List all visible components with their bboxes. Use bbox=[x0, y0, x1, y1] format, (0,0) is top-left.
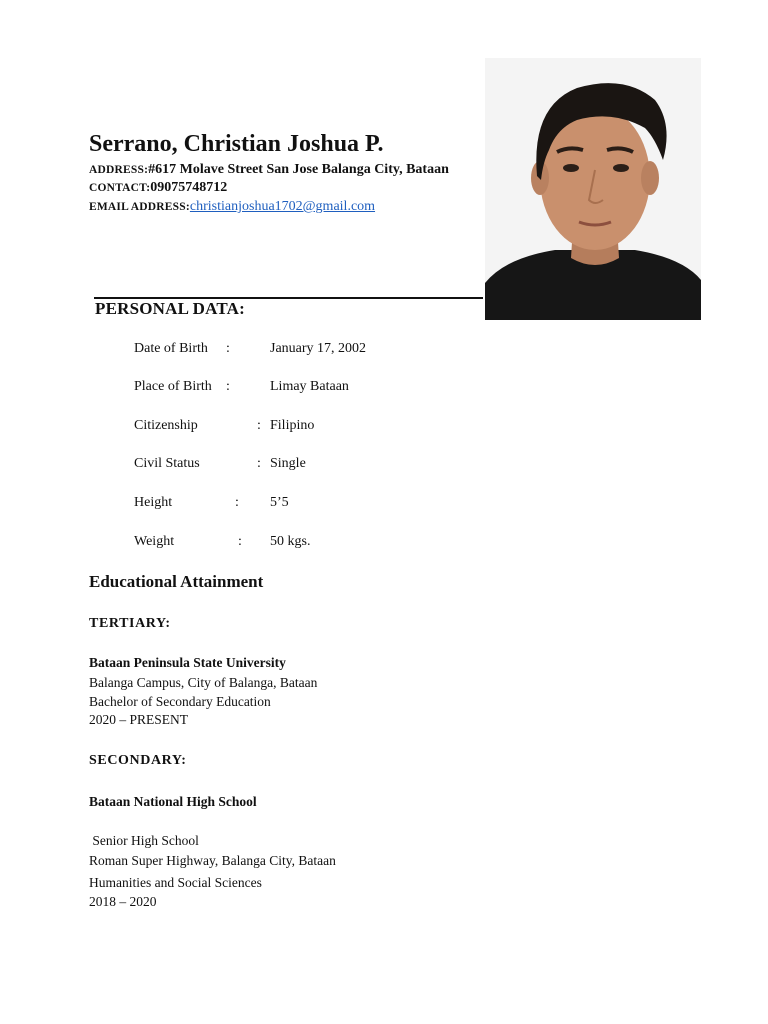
tertiary-detail: Bachelor of Secondary Education bbox=[89, 694, 271, 709]
education-heading: Educational Attainment bbox=[89, 572, 264, 591]
email-link[interactable]: christianjoshua1702@gmail.com bbox=[189, 199, 376, 214]
tertiary-heading: TERTIARY: bbox=[89, 616, 171, 631]
contact-line bbox=[89, 180, 227, 196]
applicant-name: Serrano, Christian Joshua P. bbox=[89, 131, 384, 157]
personal-row-colon: : bbox=[226, 341, 230, 356]
personal-row-label: Weight bbox=[134, 534, 175, 549]
personal-row-value: Limay Bataan bbox=[270, 379, 349, 394]
secondary-detail: Senior High School bbox=[89, 833, 199, 848]
personal-row-label: Place of Birth bbox=[134, 379, 212, 394]
profile-photo bbox=[485, 58, 701, 320]
personal-row-label: Civil Status bbox=[134, 456, 200, 471]
email-label: EMAIL ADDRESS: bbox=[89, 201, 190, 213]
personal-row-label: Citizenship bbox=[134, 418, 198, 433]
personal-row-label: Height bbox=[134, 495, 173, 510]
secondary-heading: SECONDARY: bbox=[89, 753, 187, 768]
profile-photo-icon bbox=[485, 58, 701, 320]
personal-data-heading: PERSONAL DATA: bbox=[95, 299, 245, 318]
secondary-detail: 2018 – 2020 bbox=[89, 894, 157, 909]
address-label: ADDRESS: bbox=[89, 164, 149, 176]
personal-row-colon: : bbox=[226, 379, 230, 394]
personal-row-value: 50 kgs. bbox=[270, 534, 311, 549]
personal-row-value: January 17, 2002 bbox=[270, 341, 367, 356]
personal-row-colon: : bbox=[257, 418, 261, 433]
secondary-school: Bataan National High School bbox=[89, 794, 257, 809]
personal-row-colon: : bbox=[235, 495, 239, 510]
personal-row-colon: : bbox=[238, 534, 242, 549]
secondary-detail: Roman Super Highway, Balanga City, Bataan bbox=[89, 853, 336, 868]
personal-row-label: Date of Birth bbox=[134, 341, 208, 356]
address-line bbox=[89, 162, 449, 178]
tertiary-detail: 2020 – PRESENT bbox=[89, 712, 189, 727]
secondary-detail: Humanities and Social Sciences bbox=[89, 875, 262, 890]
contact-value: 09075748712 bbox=[150, 180, 228, 195]
tertiary-school: Bataan Peninsula State University bbox=[89, 655, 286, 670]
personal-row-colon: : bbox=[257, 456, 261, 471]
personal-row-value: 5’5 bbox=[270, 495, 289, 510]
personal-row-value: Single bbox=[270, 456, 306, 471]
personal-row-value: Filipino bbox=[270, 418, 315, 433]
address-value: #617 Molave Street San Jose Balanga City, Bataan bbox=[148, 162, 449, 177]
contact-label: CONTACT: bbox=[89, 182, 151, 194]
email-line bbox=[89, 199, 375, 215]
tertiary-detail: Balanga Campus, City of Balanga, Bataan bbox=[89, 675, 318, 690]
